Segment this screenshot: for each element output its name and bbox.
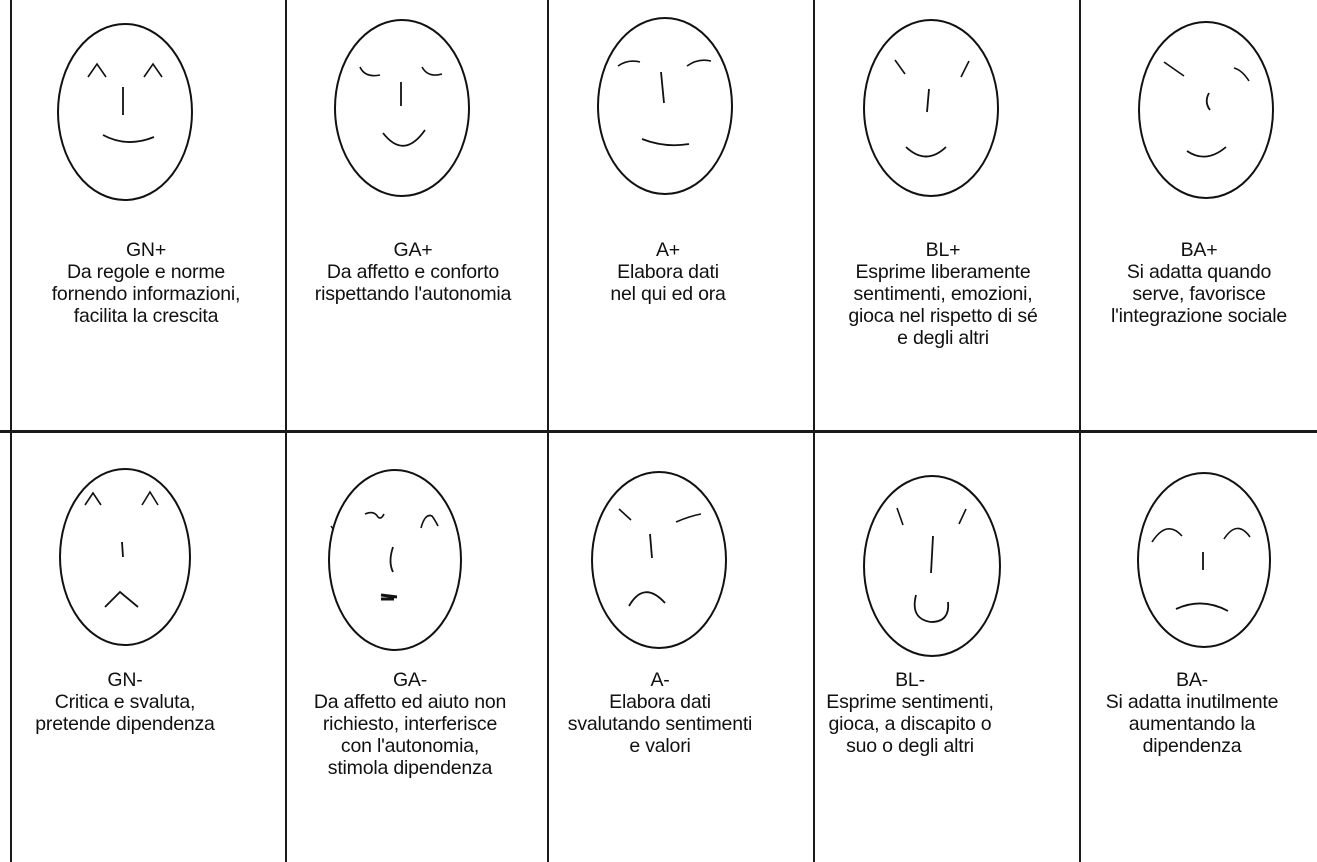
description-line: Si adatta inutilmente xyxy=(1105,691,1279,713)
description-line: l'integrazione sociale xyxy=(1110,305,1287,327)
description-line: serve, favorisce xyxy=(1132,283,1266,305)
description-line: gioca, a discapito o xyxy=(828,713,992,735)
face-a-plus xyxy=(595,10,735,210)
caption-ba-plus xyxy=(1082,239,1316,327)
description-line: sentimenti, emozioni, xyxy=(853,283,1033,305)
row-divider xyxy=(0,430,1317,433)
caption-ga-plus xyxy=(288,239,538,305)
frowning-face-icon xyxy=(586,462,726,662)
description-line: Da regole e norme xyxy=(66,261,226,283)
description-line: suo o degli altri xyxy=(846,735,974,757)
description-line: gioca nel rispetto di sé xyxy=(848,305,1038,327)
face-a-minus xyxy=(586,462,726,662)
description-line: richiesto, interferisce xyxy=(322,713,498,735)
smiling-face-icon xyxy=(332,10,472,210)
description-line: Esprime liberamente xyxy=(855,261,1031,283)
code-label: GN+ xyxy=(125,239,167,261)
code-label: A- xyxy=(650,669,670,691)
caption-a-minus xyxy=(545,669,775,757)
face-ga-minus xyxy=(323,462,463,662)
description-line: e valori xyxy=(629,735,691,757)
description-line: aumentando la xyxy=(1128,713,1256,735)
neutral-face-icon xyxy=(595,10,735,210)
description-line: e degli altri xyxy=(897,327,989,349)
caption-ga-minus xyxy=(290,669,530,779)
description-line: facilita la crescita xyxy=(73,305,219,327)
caption-bl-minus xyxy=(800,669,1020,757)
description-line: svalutando sentimenti xyxy=(567,713,753,735)
description-line: Elabora dati xyxy=(609,691,711,713)
description-line: fornendo informazioni, xyxy=(51,283,241,305)
code-label: BL+ xyxy=(925,239,961,261)
description-line: stimola dipendenza xyxy=(327,757,493,779)
description-line: pretende dipendenza xyxy=(35,713,215,735)
face-ba-plus xyxy=(1138,16,1278,216)
face-bl-plus xyxy=(859,12,999,212)
description-line: nel qui ed ora xyxy=(610,283,726,305)
code-label: GA+ xyxy=(393,239,433,261)
caption-bl-plus xyxy=(817,239,1069,349)
worried-face-icon xyxy=(323,462,463,662)
description-line: Da affetto e conforto xyxy=(326,261,500,283)
code-label: GA- xyxy=(392,669,428,691)
caption-gn-plus xyxy=(35,239,257,327)
face-gn-minus xyxy=(56,462,196,662)
code-label: GN- xyxy=(107,669,143,691)
caption-a-plus xyxy=(553,239,783,305)
smiling-face-icon xyxy=(859,12,999,212)
worried-face-icon xyxy=(1138,462,1278,662)
description-line: rispettando l'autonomia xyxy=(314,283,512,305)
description-line: Da affetto ed aiuto non xyxy=(313,691,507,713)
smiling-face-icon xyxy=(1138,16,1278,216)
description-line: Critica e svaluta, xyxy=(54,691,196,713)
caption-ba-minus xyxy=(1082,669,1302,757)
smiling-face-icon xyxy=(55,12,195,212)
face-bl-minus xyxy=(860,462,1000,662)
code-label: BL- xyxy=(895,669,925,691)
code-label: A+ xyxy=(656,239,680,261)
face-ba-minus xyxy=(1138,462,1278,662)
code-label: BA+ xyxy=(1180,239,1218,261)
caption-gn-minus xyxy=(20,669,230,735)
grinning-face-icon xyxy=(860,462,1000,662)
description-line: Si adatta quando xyxy=(1126,261,1272,283)
face-gn-plus xyxy=(55,12,195,212)
description-line: Esprime sentimenti, xyxy=(826,691,994,713)
description-line: Elabora dati xyxy=(617,261,719,283)
description-line: dipendenza xyxy=(1142,735,1242,757)
description-line: con l'autonomia, xyxy=(340,735,480,757)
frowning-face-icon xyxy=(56,462,196,662)
face-ga-plus xyxy=(332,10,472,210)
code-label: BA- xyxy=(1176,669,1208,691)
